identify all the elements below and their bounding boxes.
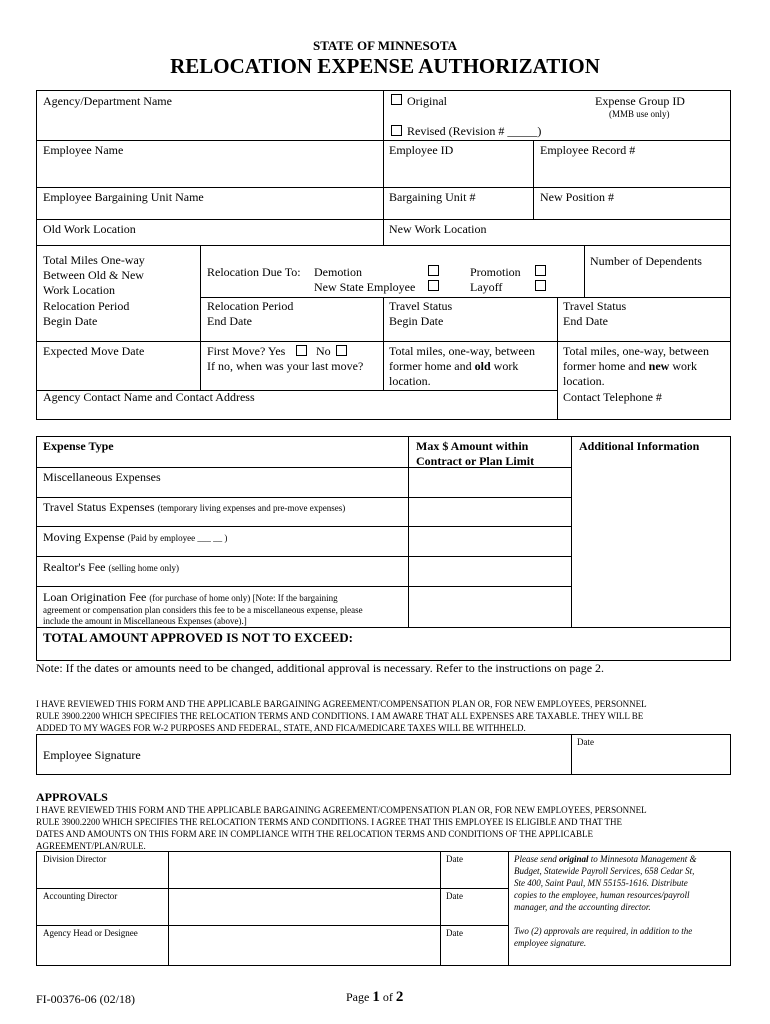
travel-end-label-1: Travel Status (563, 299, 627, 313)
row-loan-origination: Loan Origination Fee (for purchase of home only) [Note: If the bargaining (43, 590, 338, 604)
employee-name-label: Employee Name (43, 143, 124, 157)
new-miles-label-1: Total miles, one-way, between (563, 344, 709, 358)
travel-end-label-2: End Date (563, 314, 608, 328)
col-additional-info: Additional Information (579, 439, 700, 453)
bargaining-unit-number-label: Bargaining Unit # (389, 190, 476, 204)
first-move-yes-checkbox[interactable] (296, 345, 307, 356)
divider (36, 140, 731, 141)
state-heading: STATE OF MINNESOTA (313, 38, 457, 53)
divider (533, 140, 534, 220)
divider (200, 297, 731, 298)
relocation-due-to-label: Relocation Due To: (207, 265, 301, 279)
row-travel-expenses: Travel Status Expenses (temporary living expenses and pre-move expenses) (43, 500, 346, 514)
row-misc-expenses: Miscellaneous Expenses (43, 470, 161, 484)
old-miles-label-3: location. (389, 374, 431, 388)
divider (36, 526, 571, 527)
new-work-location-label: New Work Location (389, 222, 487, 236)
employee-statement-3: ADDED TO MY WAGES FOR W-2 PURPOSES AND FEDERAL, STATE, AND FICA/MEDICARE TAXES WILL BE WITHHELD. (36, 723, 526, 733)
divider (408, 436, 409, 627)
loan-note-2: agreement or compensation plan considers this fee to be a miscellaneous expense, please (43, 605, 363, 615)
divider (36, 888, 508, 889)
col-expense-type: Expense Type (43, 439, 114, 453)
divider (440, 851, 441, 966)
new-state-employee-label: New State Employee (314, 280, 416, 294)
agency-contact-label: Agency Contact Name and Contact Address (43, 390, 255, 404)
new-miles-label-3: location. (563, 374, 605, 388)
col-max-amount-1: Max $ Amount within (416, 439, 529, 453)
new-position-label: New Position # (540, 190, 615, 204)
old-work-location-label: Old Work Location (43, 222, 136, 236)
total-miles-label-1: Total Miles One-way (43, 253, 145, 267)
agency-head-label: Agency Head or Designee (43, 928, 138, 938)
first-move-no-checkbox[interactable] (336, 345, 347, 356)
divider (168, 851, 169, 966)
divider (36, 556, 571, 557)
divider (557, 297, 558, 420)
change-note: Note: If the dates or amounts need to be changed, additional approval is necessary. Refer to the instructions on page 2. (36, 661, 605, 675)
agency-head-date-label: Date (446, 928, 463, 938)
divider (36, 187, 731, 188)
divider (508, 851, 509, 966)
col-max-amount-2: Contract or Plan Limit (416, 454, 535, 468)
accounting-director-label: Accounting Director (43, 891, 118, 901)
divider (571, 436, 572, 627)
revised-label: Revised (Revision # _____) (407, 124, 542, 138)
instructions-line-1: Please send original to Minnesota Management & (514, 854, 697, 864)
mmb-use-only-label: (MMB use only) (609, 109, 670, 119)
employee-statement-1: I HAVE REVIEWED THIS FORM AND THE APPLICABLE BARGAINING AGREEMENT/COMPENSATION PLAN OR, FOR NEW EMPLOYEES, PERSONNEL (36, 699, 647, 709)
relocation-end-label-2: End Date (207, 314, 252, 328)
agency-department-label: Agency/Department Name (43, 94, 172, 108)
instructions-line-4: copies to the employee, human resources/payroll (514, 890, 690, 900)
demotion-label: Demotion (314, 265, 362, 279)
divider (36, 341, 731, 342)
instructions-line-6: Two (2) approvals are required, in addition to the (514, 926, 693, 936)
instructions-line-5: manager, and the accounting director. (514, 902, 651, 912)
promotion-checkbox[interactable] (535, 265, 546, 276)
divider (36, 586, 571, 587)
divider (200, 245, 201, 390)
employee-date-label: Date (577, 737, 594, 747)
old-miles-label-1: Total miles, one-way, between (389, 344, 535, 358)
total-miles-label-2: Between Old & New (43, 268, 144, 282)
original-checkbox[interactable] (391, 94, 402, 105)
instructions-line-7: employee signature. (514, 938, 587, 948)
divider (383, 90, 384, 245)
new-state-employee-checkbox[interactable] (428, 280, 439, 291)
last-move-label: If no, when was your last move? (207, 359, 364, 373)
total-amount-label: TOTAL AMOUNT APPROVED IS NOT TO EXCEED: (43, 630, 353, 645)
layoff-checkbox[interactable] (535, 280, 546, 291)
promotion-label: Promotion (470, 265, 521, 279)
approvals-statement-3: DATES AND AMOUNTS ON THIS FORM ARE IN COMPLIANCE WITH THE RELOCATION TERMS AND CONDITIONS OF THE APPLICABLE (36, 829, 593, 839)
row-moving-expense: Moving Expense (Paid by employee ___ __ ) (43, 530, 228, 544)
loan-note-3: include the amount in Miscellaneous Expenses (above).] (43, 616, 247, 626)
expected-move-date-label: Expected Move Date (43, 344, 145, 358)
relocation-end-label-1: Relocation Period (207, 299, 294, 313)
revised-checkbox[interactable] (391, 125, 402, 136)
divider (571, 734, 572, 775)
demotion-checkbox[interactable] (428, 265, 439, 276)
contact-telephone-label: Contact Telephone # (563, 390, 662, 404)
approvals-statement-4: AGREEMENT/PLAN/RULE. (36, 841, 146, 851)
travel-begin-label-1: Travel Status (389, 299, 453, 313)
divider (36, 497, 571, 498)
divider (584, 245, 585, 297)
row-realtor-fee: Realtor's Fee (selling home only) (43, 560, 179, 574)
layoff-label: Layoff (470, 280, 503, 294)
division-director-label: Division Director (43, 854, 107, 864)
division-director-date-label: Date (446, 854, 463, 864)
form-title: RELOCATION EXPENSE AUTHORIZATION (170, 54, 600, 78)
divider (36, 627, 731, 628)
approvals-heading: APPROVALS (36, 790, 108, 804)
bargaining-unit-name-label: Employee Bargaining Unit Name (43, 190, 204, 204)
relocation-begin-label-1: Relocation Period (43, 299, 130, 313)
original-label: Original (407, 94, 447, 108)
first-move-yes-label: First Move? Yes (207, 344, 286, 358)
approvals-statement-2: RULE 3900.2200 WHICH SPECIFIES THE RELOCATION TERMS AND CONDITIONS. I AGREE THAT THIS EMPLOYEE IS ELIGIBLE AND THAT THE (36, 817, 623, 827)
divider (383, 297, 384, 390)
employee-signature-label: Employee Signature (43, 748, 141, 762)
first-move-no-label: No (316, 344, 331, 358)
form-number: FI-00376-06 (02/18) (36, 992, 135, 1006)
old-miles-label-2: former home and old work (389, 359, 519, 373)
travel-begin-label-2: Begin Date (389, 314, 444, 328)
number-of-dependents-label: Number of Dependents (590, 254, 702, 268)
employee-record-label: Employee Record # (540, 143, 636, 157)
total-miles-label-3: Work Location (43, 283, 116, 297)
divider (36, 245, 731, 246)
page-indicator: Page 1 of 2 (346, 989, 404, 1005)
employee-statement-2: RULE 3900.2200 WHICH SPECIFIES THE RELOCATION TERMS AND CONDITIONS. I AM AWARE THAT ALL EXPENSES ARE TAXABLE. THEY WILL BE (36, 711, 644, 721)
new-miles-label-2: former home and new work (563, 359, 697, 373)
approvals-statement-1: I HAVE REVIEWED THIS FORM AND THE APPLICABLE BARGAINING AGREEMENT/COMPENSATION PLAN OR, FOR NEW EMPLOYEES, PERSONNEL (36, 805, 647, 815)
expense-group-id-label: Expense Group ID (595, 94, 685, 108)
instructions-line-3: Ste 400, Saint Paul, MN 55155-1616. Distribute (514, 878, 688, 888)
instructions-line-2: Budget, Statewide Payroll Services, 658 Cedar St, (514, 866, 695, 876)
employee-id-label: Employee ID (389, 143, 454, 157)
accounting-director-date-label: Date (446, 891, 463, 901)
divider (36, 219, 731, 220)
relocation-begin-label-2: Begin Date (43, 314, 98, 328)
divider (36, 925, 508, 926)
